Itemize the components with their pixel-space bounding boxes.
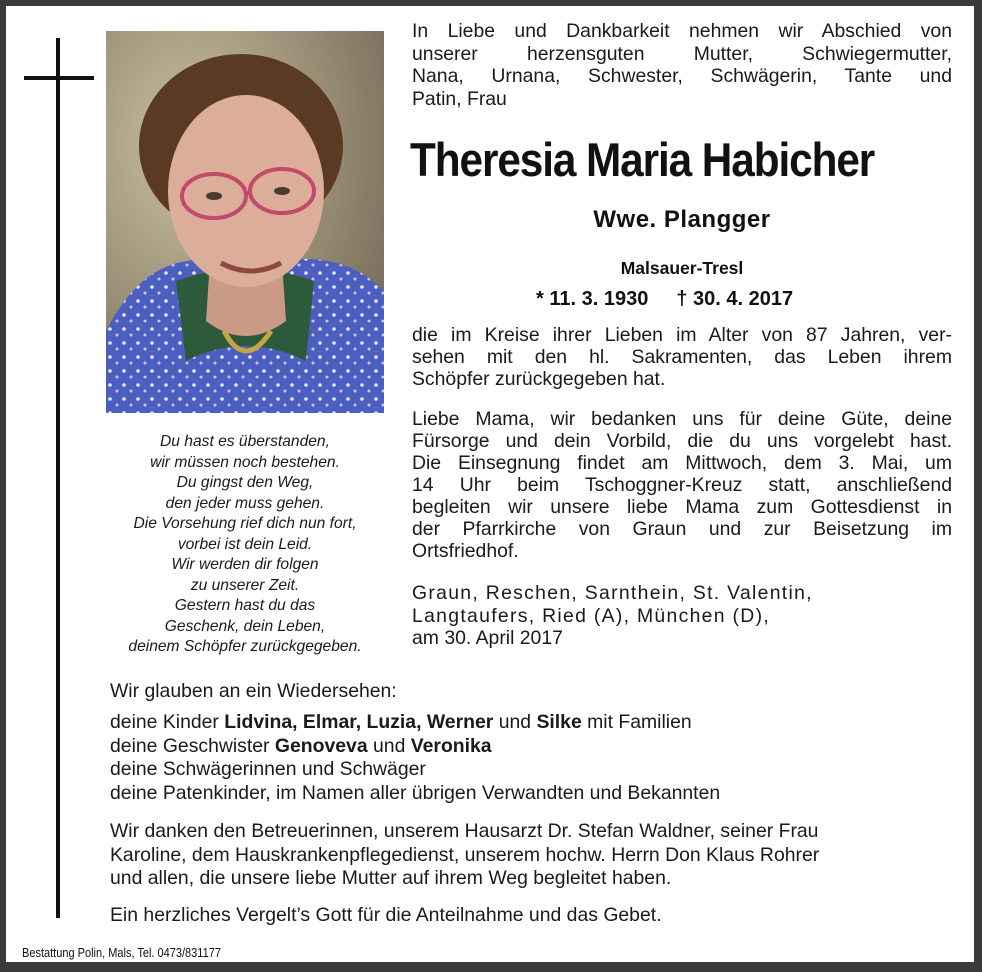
intro-line: unserer herzensguten Mutter, Schwiegermutter,: [412, 42, 952, 65]
portrait-photo: [106, 31, 384, 413]
thanks-paragraph: [110, 820, 960, 891]
cross-horizontal-bar: [24, 76, 94, 80]
nickname: Malsauer-Tresl: [620, 258, 744, 278]
funeral-home-credit: Bestattung Polin, Mals, Tel. 0473/831177: [22, 946, 221, 960]
paragraph-line: Liebe Mama, wir bedanken uns für deine Güte, deine: [412, 408, 952, 430]
mourners-heading-text: Wir glauben an ein Wiedersehen:: [110, 680, 397, 702]
poem-line: Du gingst den Weg,: [176, 474, 314, 491]
paragraph-line: Die Einsegnung findet am Mittwoch, dem 3. Mai, um: [412, 452, 952, 474]
mourners-children: [110, 711, 960, 735]
poem-line: Die Vorsehung rief dich nun fort,: [133, 515, 357, 532]
children-suffix: mit Familien: [581, 711, 692, 733]
thanks-line: Wir danken den Betreuerinnen, unserem Hausarzt Dr. Stefan Waldner, seiner Frau: [110, 820, 819, 842]
mourners-godchildren: deine Patenkinder, im Namen aller übrigen Verwandten und Bekannten: [110, 781, 721, 804]
places-line: Langtaufers, Ried (A), München (D),: [412, 604, 771, 627]
mourners-inlaws: deine Schwägerinnen und Schwäger: [110, 758, 426, 780]
paragraph-line: Schöpfer zurückgegeben hat.: [412, 368, 666, 390]
intro-line: In Liebe und Dankbarkeit nehmen wir Abschied von: [412, 20, 952, 42]
children-prefix: deine Kinder: [110, 711, 225, 733]
sibling-name: Veronika: [410, 734, 492, 757]
mourners-siblings: [110, 735, 960, 759]
intro-text: [412, 20, 952, 110]
poem-line: zu unserer Zeit.: [190, 576, 300, 594]
siblings-prefix: deine Geschwister: [110, 734, 275, 757]
obituary-notice: [6, 6, 974, 962]
poem-line: wir müssen noch bestehen.: [150, 453, 340, 471]
mourners-heading: [110, 680, 960, 704]
paragraph-line: Ortsfriedhof.: [412, 540, 519, 562]
paragraph-line: begleiten wir unsere liebe Mama zum Gottesdienst in: [412, 496, 952, 518]
poem-line: Wir werden dir folgen: [171, 556, 319, 573]
deceased-name: Theresia Maria Habicher: [410, 133, 875, 186]
sibling-name: Genoveva: [274, 734, 368, 757]
paragraph-line: 14 Uhr beim Tschoggner-Kreuz statt, anschließend: [412, 474, 952, 496]
children-names: Lidvina, Elmar, Luzia, Werner: [224, 711, 494, 733]
children-and: und: [493, 711, 537, 733]
poem-line: deinem Schöpfer zurückgegeben.: [128, 638, 362, 655]
poem-line: den jeder muss gehen.: [165, 494, 325, 512]
death-date: † 30. 4. 2017: [676, 288, 794, 310]
siblings-and: und: [367, 734, 411, 757]
poem-line: Geschenk, dein Leben,: [164, 617, 326, 635]
intro-line: Patin, Frau: [412, 87, 507, 110]
poem-line: Gestern hast du das: [174, 597, 316, 614]
birth-date: * 11. 3. 1930: [536, 288, 649, 310]
notice-date: am 30. April 2017: [412, 627, 563, 649]
paragraph-line: der Pfarrkirche von Graun und zur Beisetzung im: [412, 518, 952, 540]
paragraph-line: die im Kreise ihrer Lieben im Alter von 87 Jahren, ver-: [412, 324, 952, 346]
widow-name: Wwe. Plangger: [593, 206, 771, 233]
thanks-line: und allen, die unsere liebe Mutter auf ihrem Weg begleitet haben.: [110, 867, 672, 889]
closing-line: [110, 904, 960, 928]
mourners-list: [110, 711, 960, 805]
poem-line: vorbei ist dein Leid.: [177, 535, 313, 553]
places-and-date: [412, 582, 952, 650]
paragraph-line: Fürsorge und dein Vorbild, die du uns vorgelebt hast.: [412, 430, 952, 452]
life-dates: [536, 288, 793, 311]
paragraph-line: sehen mit den hl. Sakramenten, das Leben ihrem: [412, 346, 952, 368]
poem: [102, 432, 388, 658]
children-last-name: Silke: [536, 711, 582, 733]
paragraph-funeral: [412, 408, 952, 562]
cross-vertical-bar: [56, 38, 60, 918]
places-line: Graun, Reschen, Sarnthein, St. Valentin,: [412, 582, 813, 604]
closing-text: Ein herzliches Vergelt’s Gott für die Anteilnahme und das Gebet.: [110, 904, 662, 926]
intro-line: Nana, Urnana, Schwester, Schwägerin, Tante und: [412, 65, 952, 87]
paragraph-passing: [412, 324, 952, 390]
poem-line: Du hast es überstanden,: [160, 433, 330, 450]
thanks-line: Karoline, dem Hauskrankenpflegedienst, unserem hochw. Herrn Don Klaus Rohrer: [110, 843, 820, 866]
